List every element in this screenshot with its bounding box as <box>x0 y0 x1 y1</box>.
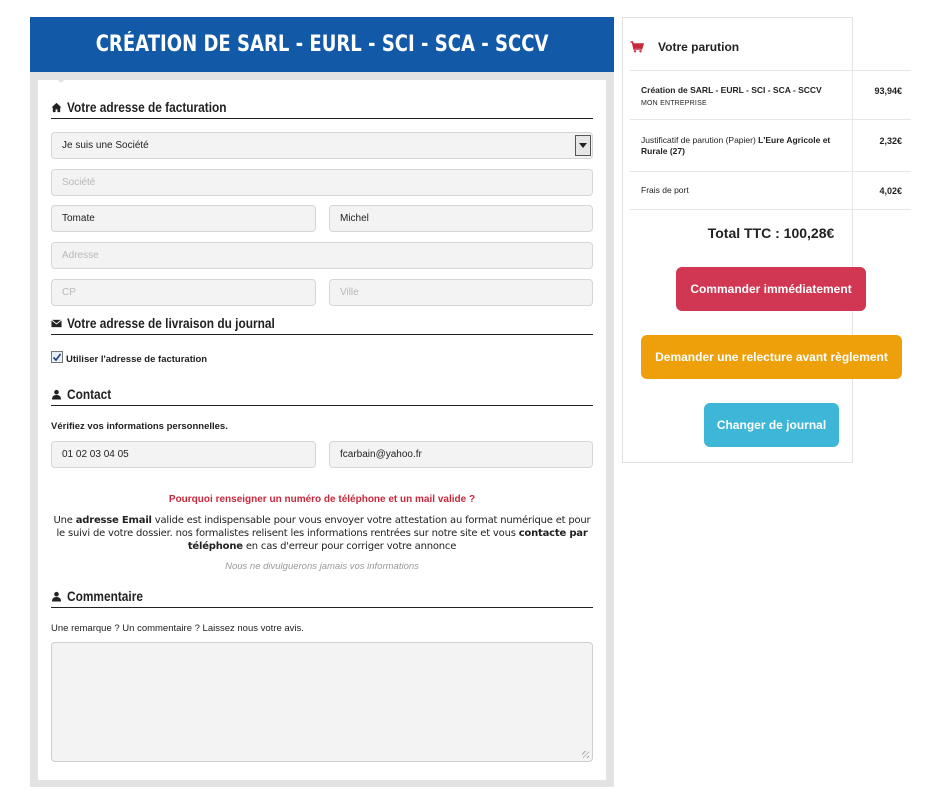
address-input[interactable] <box>51 242 593 269</box>
user-icon <box>51 389 62 400</box>
entity-type-select[interactable] <box>51 132 593 159</box>
email-input[interactable] <box>329 441 593 468</box>
resize-handle-icon[interactable] <box>582 751 589 758</box>
city-input[interactable] <box>329 279 593 306</box>
info-text-contact: contacte par téléphone <box>187 528 588 552</box>
checkmark-icon <box>52 352 62 362</box>
summary-item-price: 4,02€ <box>879 186 902 196</box>
cart-icon <box>630 41 644 53</box>
summary-item-name: Création de SARL - EURL - SCI - SCA - SCCV <box>641 85 822 95</box>
use-billing-label[interactable]: Utiliser l'adresse de facturation <box>66 354 208 365</box>
banner <box>30 17 614 72</box>
email-value: fcarbain@yahoo.fr <box>340 449 422 460</box>
info-text-part: Une <box>53 515 76 526</box>
why-contact-title: Pourquoi renseigner un numéro de téléphone et un mail valide ? <box>168 494 476 505</box>
contact-title-text: Contact <box>67 387 112 402</box>
banner-notch <box>50 72 72 83</box>
envelope-icon <box>51 318 62 329</box>
summary-item-name <box>641 135 841 157</box>
company-input[interactable] <box>51 169 593 196</box>
order-now-button[interactable]: Commander immédiatement <box>676 267 866 311</box>
order-total: Total TTC : 100,28€ <box>707 225 835 241</box>
contact-info-text <box>51 514 593 553</box>
entity-type-value: Je suis une Société <box>62 140 149 151</box>
firstname-value: Michel <box>340 213 369 224</box>
phone-input[interactable] <box>51 441 316 468</box>
info-text-part: en cas d'erreur pour corriger votre annonce <box>242 541 457 552</box>
summary-item-sub: MON ENTREPRISE <box>641 100 707 107</box>
banner-title: CRÉATION DE SARL - EURL - SCI - SCA - SCCV <box>95 32 549 57</box>
billing-section-title <box>51 97 593 119</box>
summary-item-name: Frais de port <box>641 185 689 195</box>
info-text-part: valide est indispensable pour vous envoyer votre attestation au format numérique et pour le suivi de votre dossier. nos formalistes relisent les informations rentrées sur notre site et vous <box>56 515 591 539</box>
delivery-title-text: Votre adresse de livraison du journal <box>67 316 275 331</box>
summary-item-price: 2,32€ <box>879 136 902 146</box>
use-billing-checkbox[interactable] <box>51 351 63 363</box>
summary-item-name-prefix: Justificatif de parution (Papier) <box>641 135 759 145</box>
comment-textarea[interactable] <box>51 642 593 762</box>
company-placeholder: Société <box>62 177 96 188</box>
delivery-section-title <box>51 313 593 335</box>
summary-item-price: 93,94€ <box>874 86 902 96</box>
summary-title: Votre parution <box>658 40 740 54</box>
change-journal-button[interactable]: Changer de journal <box>704 403 839 447</box>
comment-title-text: Commentaire <box>67 589 143 604</box>
user-icon <box>51 591 62 602</box>
privacy-note: Nous ne divulguerons jamais vos informations <box>225 561 419 572</box>
chevron-down-icon[interactable] <box>575 135 591 156</box>
comment-section-title <box>51 586 593 608</box>
request-review-button[interactable]: Demander une relecture avant règlement <box>641 335 902 379</box>
home-icon <box>51 102 62 113</box>
contact-section-title <box>51 384 593 406</box>
info-text-email: adresse Email <box>75 515 152 526</box>
contact-intro: Vérifiez vos informations personnelles. <box>51 421 228 432</box>
comment-prompt: Une remarque ? Un commentaire ? Laissez nous votre avis. <box>51 623 304 634</box>
zip-input[interactable] <box>51 279 316 306</box>
address-placeholder: Adresse <box>62 250 99 261</box>
billing-title-text: Votre adresse de facturation <box>67 100 227 115</box>
firstname-input[interactable] <box>329 205 593 232</box>
city-placeholder: Ville <box>340 287 359 298</box>
zip-placeholder: CP <box>62 287 76 298</box>
lastname-value: Tomate <box>62 213 95 224</box>
summary-header <box>630 30 739 64</box>
summary-item-journal: L'Eure Agricole et Rurale (27) <box>641 135 831 156</box>
lastname-input[interactable] <box>51 205 316 232</box>
phone-value: 01 02 03 04 05 <box>62 449 129 460</box>
